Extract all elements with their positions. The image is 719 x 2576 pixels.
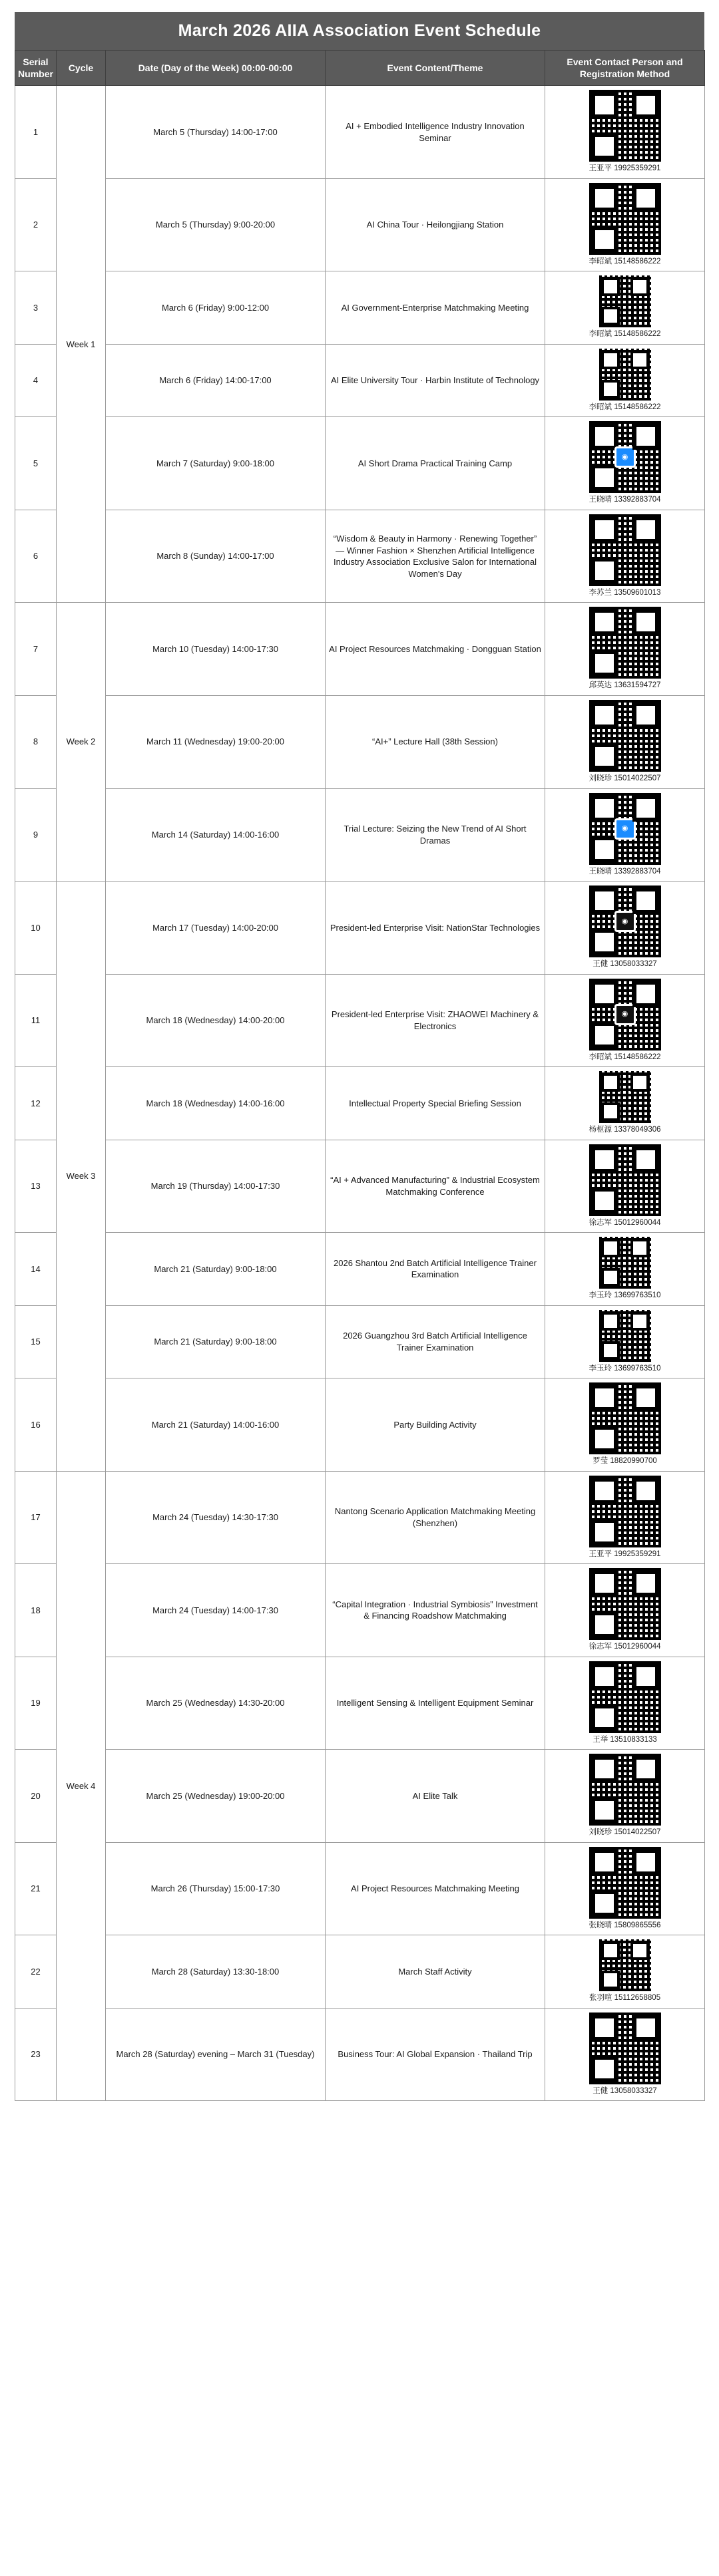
qr-code-icon[interactable]	[589, 979, 661, 1050]
table-row	[15, 1067, 705, 1140]
qr-center-logo-icon	[614, 911, 636, 932]
qr-finder-pattern	[591, 929, 618, 955]
qr-finder-pattern	[601, 307, 620, 325]
cell-event-content: Intelligent Sensing & Intelligent Equipment Seminar	[326, 1657, 545, 1750]
cell-contact	[545, 510, 705, 603]
qr-code-icon[interactable]	[589, 2012, 661, 2084]
cell-date: March 19 (Thursday) 14:00-17:30	[106, 1140, 326, 1233]
cell-event-content: Party Building Activity	[326, 1378, 545, 1472]
cell-contact	[545, 1305, 705, 1378]
qr-code-icon[interactable]	[589, 886, 661, 957]
contact-person-and-phone: 徐志军 15012960044	[589, 1643, 661, 1651]
qr-finder-pattern	[591, 650, 618, 677]
qr-code-icon[interactable]	[589, 514, 661, 586]
cell-serial-number: 5	[15, 417, 57, 510]
cell-date: March 10 (Tuesday) 14:00-17:30	[106, 603, 326, 696]
contact-block	[549, 2012, 701, 2097]
table-row	[15, 178, 705, 271]
table-row	[15, 1564, 705, 1657]
table-row	[15, 1378, 705, 1472]
qr-finder-pattern	[591, 1704, 618, 1731]
cell-date: March 25 (Wednesday) 14:30-20:00	[106, 1657, 326, 1750]
table-row	[15, 788, 705, 882]
contact-person-and-phone: 徐志军 15012960044	[589, 1218, 661, 1227]
cell-contact	[545, 1935, 705, 2009]
contact-block	[549, 607, 701, 691]
cell-date: March 14 (Saturday) 14:00-16:00	[106, 788, 326, 882]
contact-person-and-phone: 邱英达 13631594727	[589, 681, 661, 690]
cell-contact	[545, 178, 705, 271]
contact-person-and-phone: 王举 13510833133	[593, 1735, 657, 1744]
cell-contact	[545, 974, 705, 1067]
qr-code-icon[interactable]	[589, 793, 661, 865]
contact-block	[549, 1144, 701, 1229]
cell-contact	[545, 1750, 705, 1843]
cell-date: March 21 (Saturday) 14:00-16:00	[106, 1378, 326, 1472]
cell-serial-number: 18	[15, 1564, 57, 1657]
contact-person-and-phone: 王亚平 19925359291	[589, 164, 661, 173]
cell-contact	[545, 882, 705, 975]
cell-contact	[545, 344, 705, 417]
page-title: March 2026 AIIA Association Event Schedule	[15, 12, 704, 50]
contact-block	[549, 1568, 701, 1653]
contact-block	[549, 700, 701, 784]
qr-finder-pattern	[591, 133, 618, 160]
cell-serial-number: 15	[15, 1305, 57, 1378]
cell-serial-number: 12	[15, 1067, 57, 1140]
table-row	[15, 2008, 705, 2101]
qr-code-icon[interactable]	[589, 1476, 661, 1547]
qr-center-logo-icon	[614, 446, 636, 468]
qr-finder-pattern	[601, 1971, 620, 1989]
qr-finder-pattern	[591, 1797, 618, 1824]
cell-serial-number: 20	[15, 1750, 57, 1843]
qr-code-icon[interactable]	[589, 607, 661, 679]
cell-date: March 11 (Wednesday) 19:00-20:00	[106, 695, 326, 788]
table-row	[15, 1305, 705, 1378]
cell-event-content: “AI + Advanced Manufacturing” & Industrial Ecosystem Matchmaking Conference	[326, 1140, 545, 1233]
cell-date: March 17 (Tuesday) 14:00-20:00	[106, 882, 326, 975]
cell-event-content: March Staff Activity	[326, 1935, 545, 2009]
cell-contact	[545, 1233, 705, 1306]
contact-person-and-phone: 李昭斌 15148586222	[589, 330, 661, 339]
qr-center-logo-icon	[614, 1004, 636, 1025]
contact-person-and-phone: 李昭斌 15148586222	[589, 402, 661, 411]
qr-code-icon[interactable]	[599, 1071, 651, 1123]
cell-contact	[545, 1564, 705, 1657]
cell-contact	[545, 417, 705, 510]
qr-finder-pattern	[601, 1102, 620, 1121]
table-row	[15, 1657, 705, 1750]
contact-person-and-phone: 李昭斌 15148586222	[589, 1052, 661, 1061]
table-row	[15, 974, 705, 1067]
cell-date: March 24 (Tuesday) 14:30-17:30	[106, 1471, 326, 1564]
qr-center-logo-icon	[614, 818, 636, 840]
cell-date: March 28 (Saturday) 13:30-18:00	[106, 1935, 326, 2009]
cell-event-content: 2026 Shantou 2nd Batch Artificial Intelligence Trainer Examination	[326, 1233, 545, 1306]
qr-finder-pattern	[591, 558, 618, 584]
cell-contact	[545, 1067, 705, 1140]
contact-block	[549, 514, 701, 599]
cell-cycle: Week 4	[57, 1471, 106, 2101]
qr-finder-pattern	[591, 1426, 618, 1452]
contact-person-and-phone: 王晓晴 13392883704	[589, 496, 661, 504]
cell-date: March 24 (Tuesday) 14:00-17:30	[106, 1564, 326, 1657]
cell-serial-number: 11	[15, 974, 57, 1067]
cell-contact	[545, 695, 705, 788]
qr-code-icon[interactable]	[599, 1237, 651, 1289]
qr-code-icon[interactable]	[589, 421, 661, 493]
cell-date: March 7 (Saturday) 9:00-18:00	[106, 417, 326, 510]
cell-event-content: Business Tour: AI Global Expansion · Thailand Trip	[326, 2008, 545, 2101]
contact-person-and-phone: 李玉玲 13699763510	[589, 1364, 661, 1372]
cell-date: March 5 (Thursday) 14:00-17:00	[106, 86, 326, 179]
contact-block	[549, 1237, 701, 1301]
contact-block	[549, 793, 701, 878]
contact-person-and-phone: 李昭斌 15148586222	[589, 257, 661, 265]
contact-block	[549, 1071, 701, 1136]
cell-date: March 6 (Friday) 9:00-12:00	[106, 271, 326, 345]
cell-event-content: President-led Enterprise Visit: ZHAOWEI Machinery & Electronics	[326, 974, 545, 1067]
column-header-serial: Serial Number	[15, 51, 57, 86]
cell-event-content: 2026 Guangzhou 3rd Batch Artificial Intelligence Trainer Examination	[326, 1305, 545, 1378]
cell-contact	[545, 1140, 705, 1233]
table-row	[15, 417, 705, 510]
cell-serial-number: 3	[15, 271, 57, 345]
cell-serial-number: 21	[15, 1842, 57, 1935]
qr-finder-pattern	[601, 380, 620, 399]
table-row	[15, 603, 705, 696]
column-header-date: Date (Day of the Week) 00:00-00:00	[106, 51, 326, 86]
qr-logo-glyph: ◉	[621, 824, 628, 832]
cell-contact	[545, 1657, 705, 1750]
cell-serial-number: 22	[15, 1935, 57, 2009]
cell-serial-number: 14	[15, 1233, 57, 1306]
cell-event-content: AI China Tour · Heilongjiang Station	[326, 178, 545, 271]
cell-event-content: AI Short Drama Practical Training Camp	[326, 417, 545, 510]
cell-event-content: “Wisdom & Beauty in Harmony · Renewing Together” — Winner Fashion × Shenzhen Artificial Intelligence Industry Association Exclusive Salon for International Women's Day	[326, 510, 545, 603]
qr-code-icon[interactable]	[589, 183, 661, 255]
cell-serial-number: 8	[15, 695, 57, 788]
cell-date: March 21 (Saturday) 9:00-18:00	[106, 1305, 326, 1378]
cell-event-content: Intellectual Property Special Briefing Session	[326, 1067, 545, 1140]
contact-person-and-phone: 刘晓珍 15014022507	[589, 1828, 661, 1837]
cell-serial-number: 6	[15, 510, 57, 603]
cell-serial-number: 23	[15, 2008, 57, 2101]
qr-code-icon[interactable]	[599, 349, 651, 401]
cell-event-content: AI Elite Talk	[326, 1750, 545, 1843]
contact-block	[549, 1382, 701, 1467]
qr-code-icon[interactable]	[589, 1661, 661, 1733]
contact-block	[549, 1939, 701, 2004]
contact-person-and-phone: 张羽喧 15112658805	[589, 1994, 661, 2003]
cell-contact	[545, 2008, 705, 2101]
table-row	[15, 1842, 705, 1935]
contact-block	[549, 1310, 701, 1374]
cell-serial-number: 2	[15, 178, 57, 271]
cell-date: March 26 (Thursday) 15:00-17:30	[106, 1842, 326, 1935]
column-header-contact: Event Contact Person and Registration Method	[545, 51, 705, 86]
table-row	[15, 344, 705, 417]
table-row	[15, 510, 705, 603]
qr-finder-pattern	[591, 1890, 618, 1917]
contact-block	[549, 421, 701, 506]
qr-code-icon[interactable]	[589, 1382, 661, 1454]
qr-code-icon[interactable]	[589, 1568, 661, 1640]
contact-block	[549, 1661, 701, 1746]
contact-person-and-phone: 李玉玲 13699763510	[589, 1291, 661, 1300]
contact-person-and-phone: 杨枢源 13378049306	[589, 1126, 661, 1134]
contact-block	[549, 90, 701, 174]
qr-finder-pattern	[601, 1341, 620, 1360]
qr-finder-pattern	[591, 743, 618, 770]
table-row	[15, 882, 705, 975]
cell-event-content: AI + Embodied Intelligence Industry Innovation Seminar	[326, 86, 545, 179]
cell-date: March 6 (Friday) 14:00-17:00	[106, 344, 326, 417]
qr-logo-glyph: ◉	[621, 1010, 628, 1019]
cell-event-content: “Capital Integration · Industrial Symbiosis” Investment & Financing Roadshow Matchmaking	[326, 1564, 545, 1657]
contact-person-and-phone: 李苏兰 13509601013	[589, 588, 661, 597]
contact-person-and-phone: 王健 13058033327	[593, 960, 657, 969]
contact-person-and-phone: 张晓晴 15809865556	[589, 1921, 661, 1929]
qr-logo-glyph: ◉	[621, 452, 628, 461]
qr-code-icon[interactable]	[589, 1754, 661, 1826]
contact-person-and-phone: 罗莹 18820990700	[593, 1457, 657, 1466]
contact-person-and-phone: 王健 13058033327	[593, 2086, 657, 2095]
cell-contact	[545, 271, 705, 345]
contact-block	[549, 886, 701, 970]
table-header-row	[15, 51, 705, 86]
cell-date: March 18 (Wednesday) 14:00-20:00	[106, 974, 326, 1067]
qr-code-icon[interactable]	[599, 275, 651, 327]
contact-block	[549, 1476, 701, 1560]
contact-block	[549, 183, 701, 267]
qr-code-icon[interactable]	[589, 700, 661, 772]
cell-contact	[545, 86, 705, 179]
cell-serial-number: 1	[15, 86, 57, 179]
cell-date: March 21 (Saturday) 9:00-18:00	[106, 1233, 326, 1306]
cell-event-content: Nantong Scenario Application Matchmaking Meeting (Shenzhen)	[326, 1471, 545, 1564]
column-header-cycle: Cycle	[57, 51, 106, 86]
cell-date: March 18 (Wednesday) 14:00-16:00	[106, 1067, 326, 1140]
cell-event-content: AI Project Resources Matchmaking · Dongguan Station	[326, 603, 545, 696]
qr-finder-pattern	[601, 1268, 620, 1287]
cell-event-content: AI Government-Enterprise Matchmaking Meeting	[326, 271, 545, 345]
qr-finder-pattern	[591, 1519, 618, 1545]
qr-finder-pattern	[591, 1188, 618, 1214]
qr-finder-pattern	[591, 2056, 618, 2082]
qr-logo-glyph: ◉	[621, 917, 628, 925]
cell-serial-number: 17	[15, 1471, 57, 1564]
table-row	[15, 271, 705, 345]
cell-event-content: AI Project Resources Matchmaking Meeting	[326, 1842, 545, 1935]
cell-contact	[545, 1471, 705, 1564]
qr-finder-pattern	[591, 464, 618, 491]
cell-event-content: AI Elite University Tour · Harbin Institute of Technology	[326, 344, 545, 417]
qr-code-icon[interactable]	[589, 1144, 661, 1216]
schedule-table	[15, 50, 705, 2101]
table-row	[15, 1750, 705, 1843]
table-body	[15, 86, 705, 2101]
contact-block	[549, 1847, 701, 1931]
qr-code-icon[interactable]	[589, 1847, 661, 1919]
cell-serial-number: 9	[15, 788, 57, 882]
contact-person-and-phone: 刘晓珍 15014022507	[589, 774, 661, 782]
cell-date: March 28 (Saturday) evening – March 31 (Tuesday)	[106, 2008, 326, 2101]
qr-code-icon[interactable]	[589, 90, 661, 162]
cell-event-content: President-led Enterprise Visit: NationStar Technologies	[326, 882, 545, 975]
cell-event-content: “AI+” Lecture Hall (38th Session)	[326, 695, 545, 788]
contact-block	[549, 1754, 701, 1838]
contact-block	[549, 979, 701, 1063]
cell-contact	[545, 603, 705, 696]
cell-serial-number: 19	[15, 1657, 57, 1750]
cell-serial-number: 16	[15, 1378, 57, 1472]
cell-contact	[545, 1842, 705, 1935]
table-row	[15, 1140, 705, 1233]
table-header	[15, 51, 705, 86]
qr-finder-pattern	[591, 1611, 618, 1638]
qr-finder-pattern	[591, 226, 618, 253]
contact-block	[549, 349, 701, 413]
cell-date: March 8 (Sunday) 14:00-17:00	[106, 510, 326, 603]
cell-contact	[545, 788, 705, 882]
cell-date: March 25 (Wednesday) 19:00-20:00	[106, 1750, 326, 1843]
table-row	[15, 695, 705, 788]
cell-serial-number: 10	[15, 882, 57, 975]
cell-serial-number: 13	[15, 1140, 57, 1233]
cell-cycle: Week 1	[57, 86, 106, 603]
cell-cycle: Week 3	[57, 882, 106, 1472]
cell-date: March 5 (Thursday) 9:00-20:00	[106, 178, 326, 271]
table-row	[15, 1233, 705, 1306]
table-row	[15, 86, 705, 179]
contact-block	[549, 275, 701, 340]
qr-code-icon[interactable]	[599, 1310, 651, 1362]
column-header-event: Event Content/Theme	[326, 51, 545, 86]
qr-finder-pattern	[591, 836, 618, 863]
qr-code-icon[interactable]	[599, 1939, 651, 1991]
cell-event-content: Trial Lecture: Seizing the New Trend of AI Short Dramas	[326, 788, 545, 882]
table-row	[15, 1471, 705, 1564]
cell-cycle: Week 2	[57, 603, 106, 882]
cell-serial-number: 7	[15, 603, 57, 696]
table-row	[15, 1935, 705, 2009]
contact-person-and-phone: 王晓晴 13392883704	[589, 867, 661, 876]
qr-finder-pattern	[591, 1022, 618, 1048]
contact-person-and-phone: 王亚平 19925359291	[589, 1549, 661, 1558]
cell-contact	[545, 1378, 705, 1472]
cell-serial-number: 4	[15, 344, 57, 417]
